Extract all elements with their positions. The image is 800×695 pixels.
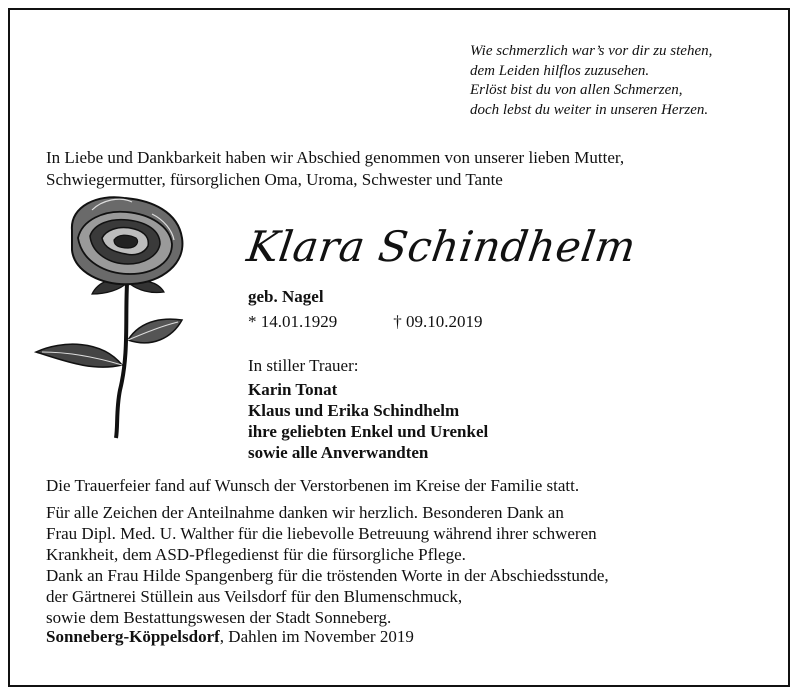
thanks-line: Krankheit, dem ASD-Pflegedienst für die fürsorgliche Pflege. xyxy=(46,545,466,564)
poem-line: Wie schmerzlich war’s vor dir zu stehen, xyxy=(470,43,713,59)
life-dates xyxy=(248,312,483,332)
closing-text xyxy=(46,475,766,628)
signature-date: , Dahlen im November 2019 xyxy=(219,627,414,646)
thanks-line: der Gärtnerei Stüllein aus Veilsdorf für den Blumenschmuck, xyxy=(46,587,463,606)
signature-place: Sonneberg-Köppelsdorf xyxy=(46,627,220,646)
thanks-line: Dank an Frau Hilde Spangenberg für die tröstenden Worte in der Abschiedsstunde, xyxy=(46,566,609,585)
deceased-name: Klara Schindhelm xyxy=(244,222,640,271)
mourning-heading: In stiller Trauer: xyxy=(248,356,359,375)
mourner-entry: Klaus und Erika Schindhelm xyxy=(248,401,460,420)
funeral-note: Die Trauerfeier fand auf Wunsch der Verstorbenen im Kreise der Familie statt. xyxy=(46,476,580,495)
thanks-line: sowie dem Bestattungswesen der Stadt Sonneberg. xyxy=(46,608,392,627)
poem-line: Erlöst bist du von allen Schmerzen, xyxy=(470,82,683,98)
birth-name: geb. Nagel xyxy=(248,287,324,306)
death-date: † 09.10.2019 xyxy=(393,312,483,331)
intro-line: Schwiegermutter, fürsorglichen Oma, Uroma, Schwester und Tante xyxy=(46,170,503,189)
mourners-list xyxy=(248,379,488,463)
poem-verse xyxy=(470,42,770,120)
mourner-entry: Karin Tonat xyxy=(248,380,338,399)
mourner-entry: sowie alle Anverwandten xyxy=(248,443,429,462)
poem-line: dem Leiden hilflos zuzusehen. xyxy=(470,62,650,79)
signature-line xyxy=(46,627,414,647)
poem-line: doch lebst du weiter in unseren Herzen. xyxy=(470,101,709,118)
mourner-entry: ihre geliebten Enkel und Urenkel xyxy=(248,422,489,441)
thanks-line: Frau Dipl. Med. U. Walther für die liebevolle Betreuung während ihrer schweren xyxy=(46,524,597,543)
thanks-line: Für alle Zeichen der Anteilnahme danken wir herzlich. Besonderen Dank an xyxy=(46,503,564,522)
rose-illustration xyxy=(32,190,202,440)
intro-text xyxy=(46,147,766,191)
intro-line: In Liebe und Dankbarkeit haben wir Abschied genommen von unserer lieben Mutter, xyxy=(46,148,625,167)
birth-date: * 14.01.1929 xyxy=(248,312,338,331)
